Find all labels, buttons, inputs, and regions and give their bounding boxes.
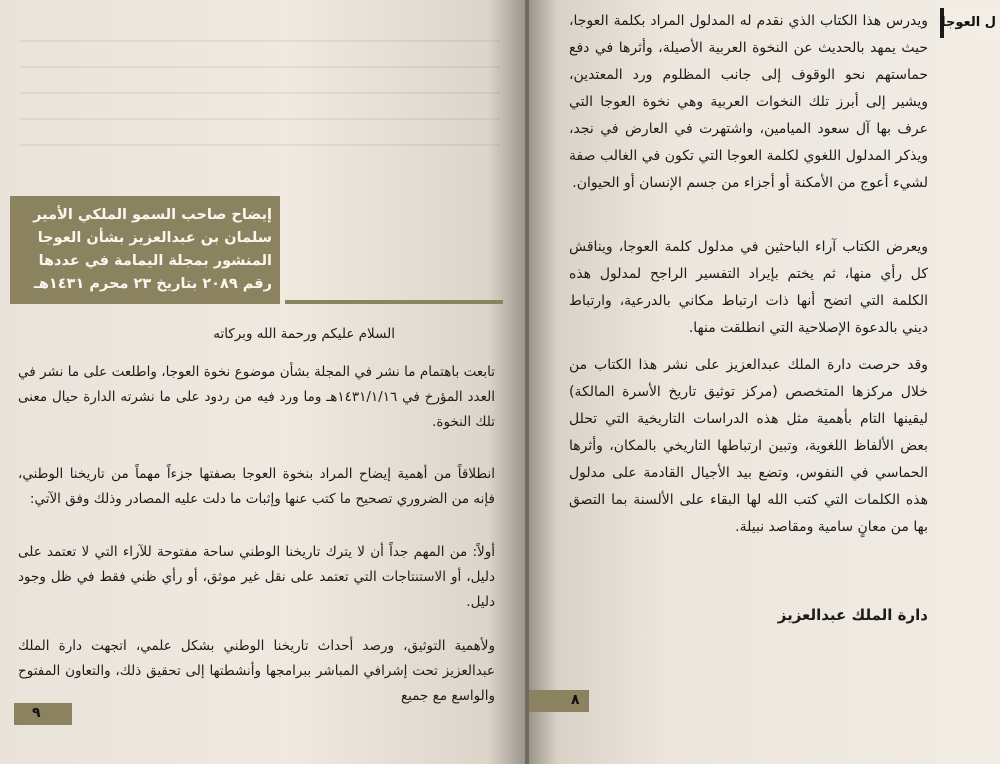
right-page	[529, 0, 1000, 764]
bleed-through-line	[20, 66, 500, 68]
greeting: السلام عليكم ورحمة الله وبركاته	[213, 326, 395, 342]
left-paragraph-1: تابعت باهتمام ما نشر في المجلة بشأن موضوع نخوة العوجا، واطلعت على ما نشر في العدد المؤرخ في ١٤٣١/١/١٦هـ وما ورد فيه من ردود على ما نشرته الدارة حيال معنى تلك النخوة.	[18, 364, 495, 430]
signature: دارة الملك عبدالعزيز	[777, 606, 928, 624]
page-number-badge-left	[14, 703, 72, 725]
page-number-left: ٩	[32, 705, 41, 721]
page-number-right: ٨	[571, 692, 580, 708]
bleed-through-line	[20, 40, 500, 42]
right-paragraph-2: ويعرض الكتاب آراء الباحثين في مدلول كلمة العوجا، ويناقش كل رأي منها، ثم يختم بإيراد التفسير الراجح لمدلول هذه الكلمة التي اتضح أنها ذات ارتباط مكاني بالدرعية، وارتباط ديني بالدعوة الإصلاحية التي انطلقت منها.	[569, 239, 928, 336]
right-paragraph-1: ويدرس هذا الكتاب الذي نقدم له المدلول المراد بكلمة العوجا، حيث يمهد بالحديث عن النخوة العربية الأصيلة، وأثرها في دفع حماستهم نحو الوقوف إلى جانب المظلوم ورد المعتدين، ويشير إلى أبرز تلك النخوات العربية وهي نخوة العوجا التي عرف بها آل سعود الميامين، واشتهرت في العارض في نجد، ويذكر المدلول اللغوي لكلمة العوجا التي تكون في الغالب صفة لشيء أعوج من الأمكنة أو أجزاء من جسم الإنسان أو الحيوان.	[569, 13, 928, 191]
left-paragraph-3: أولاً: من المهم جداً أن لا يترك تاريخنا الوطني ساحة مفتوحة للآراء التي لا تعتمد على دليل، أو الاستنتاجات التي تعتمد على نقل غير موثق، أو رأي ظني فقط في ظل وجود دليل.	[18, 544, 495, 610]
caption-box	[10, 196, 280, 304]
caption-rule	[285, 300, 503, 304]
running-header-text: ل العوجا	[941, 15, 996, 30]
bleed-through-line	[20, 144, 500, 146]
left-paragraph-4: ولأهمية التوثيق، ورصد أحداث تاريخنا الوطني بشكل علمي، اتجهت دارة الملك عبدالعزيز تحت إشرافي المباشر ببرامجها وأنشطتها إلى تحقيق ذلك، والتعاون المفتوح والواسع مع جميع	[18, 638, 495, 704]
bleed-through-line	[20, 92, 500, 94]
caption-text: إيضاح صاحب السمو الملكي الأمير سلمان بن عبدالعزيز بشأن العوجا المنشور بمجلة اليمامة في عددها رقم ٢٠٨٩ بتاريخ ٢٣ محرم ١٤٣١هـ	[33, 207, 272, 292]
left-paragraph-2: انطلاقاً من أهمية إيضاح المراد بنخوة العوجا بصفتها جزءاً مهماً من تاريخنا الوطني، فإنه من الضروري تصحيح ما كتب عنها وإثبات ما دلت عليه المصادر وذلك وفق الآتي:	[18, 466, 495, 507]
page-number-badge-right	[529, 690, 589, 712]
bleed-through-line	[20, 118, 500, 120]
right-paragraph-3: وقد حرصت دارة الملك عبدالعزيز على نشر هذا الكتاب من خلال مركزها المتخصص (مركز توثيق تاريخ الأسرة المالكة) ليقينها التام بأهمية مثل هذه الدراسات التاريخية التي تحلل بعض الألفاظ اللغوية، وتبين ارتباطها التاريخي بالمكان، وأثرها الحماسي في النفوس، وتضع بيد الأجيال القادمة على مدلول هذه الكلمات التي كتب الله لها البقاء على الألسنة بما التصق بها من معانٍ سامية ومقاصد نبيلة.	[569, 357, 928, 535]
running-header	[940, 8, 1000, 38]
